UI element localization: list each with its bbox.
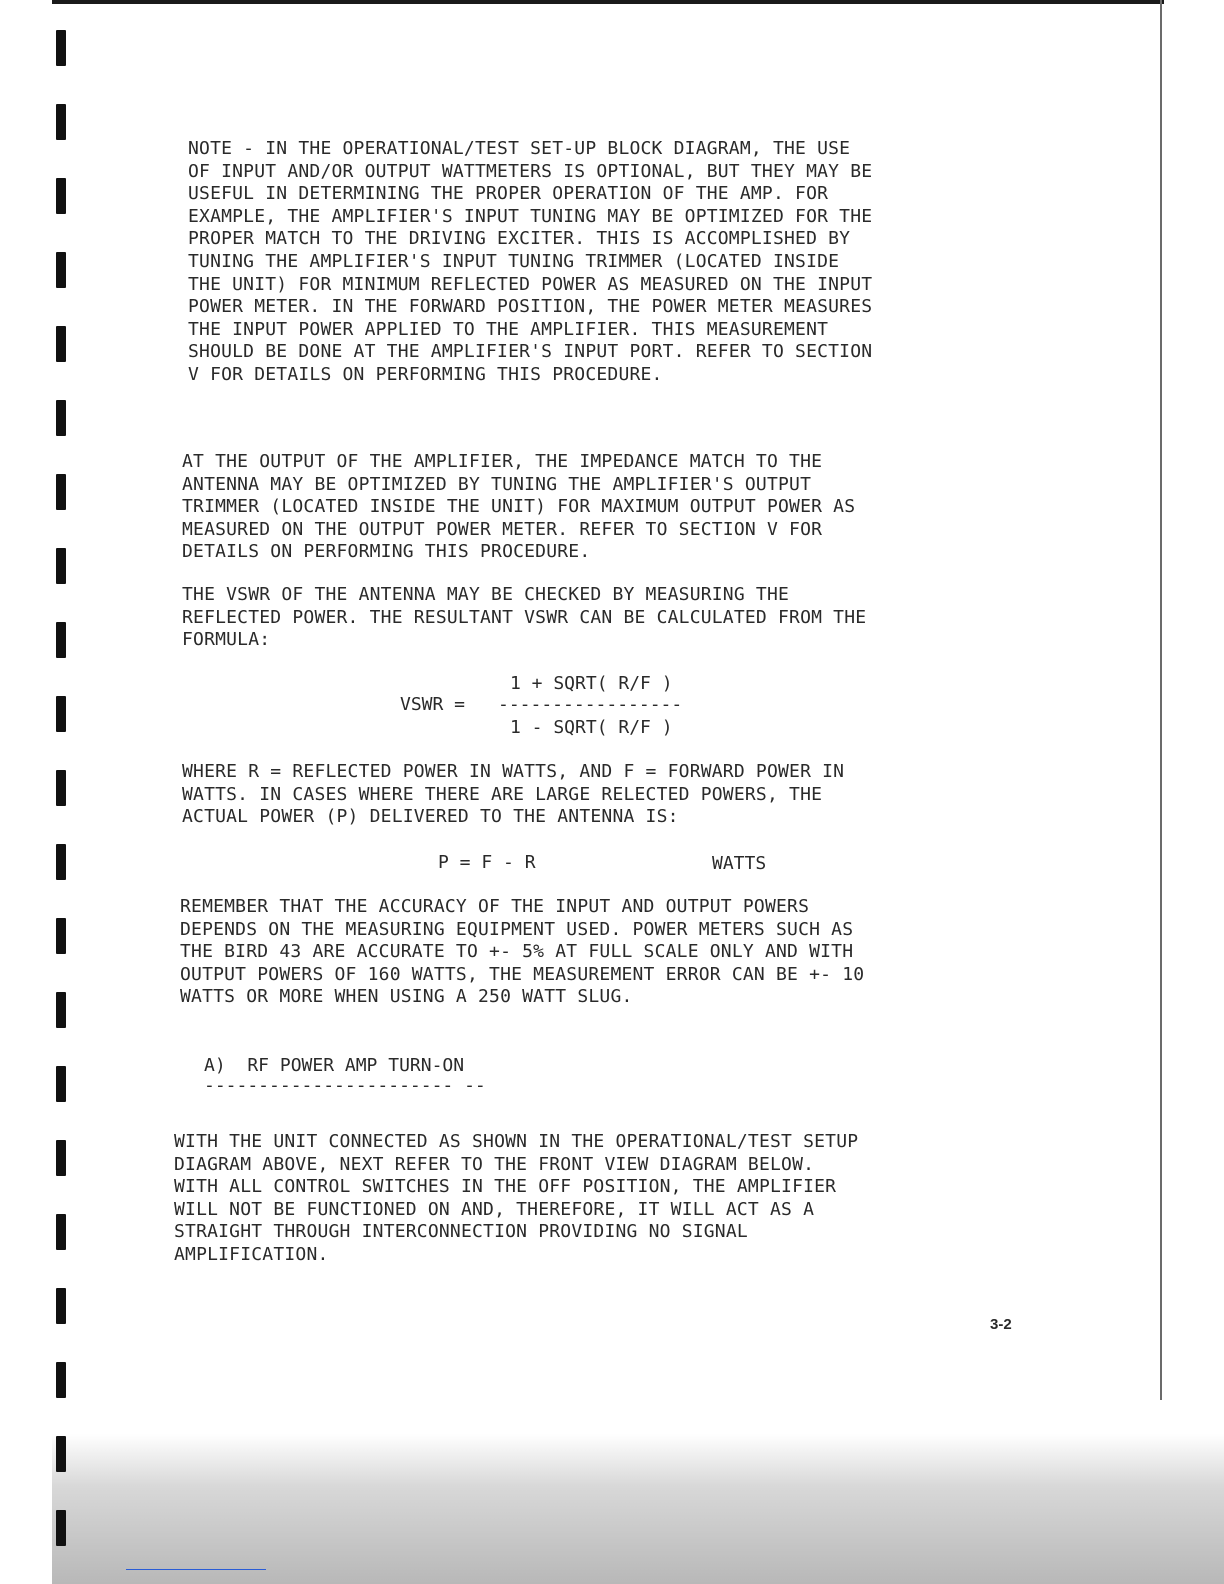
binding-hole	[56, 1436, 66, 1472]
turn-on-paragraph: WITH THE UNIT CONNECTED AS SHOWN IN THE OPERATIONAL/TEST SETUP DIAGRAM ABOVE, NEXT REFER TO THE FRONT VIEW DIAGRAM BELOW. WITH ALL CONTROL SWITCHES IN THE OFF POSITION, THE AMPLIFIER WILL NOT BE FUNCTIONED ON AND, THEREFORE, IT WILL ACT AS A STRAIGHT THROUGH INTERCONNECTION PROVIDING NO SIGNAL AMPLIFICATION.	[174, 1131, 859, 1265]
binding-hole	[56, 30, 66, 66]
formula-fraction-bar: -----------------	[498, 694, 683, 715]
page-binding-strip	[0, 0, 52, 1584]
binding-hole	[56, 178, 66, 214]
binding-hole	[56, 1214, 66, 1250]
remember-paragraph: REMEMBER THAT THE ACCURACY OF THE INPUT AND OUTPUT POWERS DEPENDS ON THE MEASURING EQUIPMENT USED. POWER METERS SUCH AS THE BIRD 43 ARE ACCURATE TO +- 5% AT FULL SCALE ONLY AND WITH OUTPUT POWERS OF 160 WATTS, THE MEASUREMENT ERROR CAN BE +- 10 WATTS OR MORE WHEN USING A 250 WATT SLUG.	[180, 896, 865, 1008]
binding-hole	[56, 992, 66, 1028]
binding-hole	[56, 1140, 66, 1176]
formula-denominator: 1 - SQRT( R/F )	[510, 717, 673, 738]
binding-hole	[56, 104, 66, 140]
top-edge-rule	[52, 0, 1164, 4]
binding-hole	[56, 400, 66, 436]
formula-numerator: 1 + SQRT( R/F )	[510, 673, 673, 694]
binding-hole	[56, 844, 66, 880]
formula-lhs: VSWR =	[400, 694, 466, 715]
binding-hole	[56, 1510, 66, 1546]
binding-hole	[56, 1288, 66, 1324]
power-equation-unit: WATTS	[712, 853, 767, 874]
output-paragraph: AT THE OUTPUT OF THE AMPLIFIER, THE IMPEDANCE MATCH TO THE ANTENNA MAY BE OPTIMIZED BY TUNING THE AMPLIFIER'S OUTPUT TRIMMER (LOCATED INSIDE THE UNIT) FOR MAXIMUM OUTPUT POWER AS MEASURED ON THE OUTPUT POWER METER. REFER TO SECTION V FOR DETAILS ON PERFORMING THIS PROCEDURE.	[182, 451, 856, 563]
power-equation-expr: P = F - R	[438, 852, 536, 873]
binding-hole	[56, 696, 66, 732]
binding-hole	[56, 326, 66, 362]
bottom-shadow	[52, 1434, 1224, 1584]
section-heading-underline: ----------------------- --	[204, 1075, 486, 1096]
binding-hole	[56, 474, 66, 510]
binding-hole	[56, 1362, 66, 1398]
binding-hole	[56, 918, 66, 954]
page-number: 3-2	[990, 1316, 1012, 1333]
section-heading-text: A) RF POWER AMP TURN-ON	[204, 1055, 465, 1076]
binding-hole	[56, 252, 66, 288]
page-right-edge	[1160, 0, 1162, 1400]
binding-hole	[56, 1066, 66, 1102]
vswr-intro-paragraph: THE VSWR OF THE ANTENNA MAY BE CHECKED BY MEASURING THE REFLECTED POWER. THE RESULTANT VSWR CAN BE CALCULATED FROM THE FORMULA:	[182, 584, 867, 651]
where-paragraph: WHERE R = REFLECTED POWER IN WATTS, AND F = FORWARD POWER IN WATTS. IN CASES WHERE THERE ARE LARGE RELECTED POWERS, THE ACTUAL POWER (P) DELIVERED TO THE ANTENNA IS:	[182, 761, 845, 828]
binding-hole	[56, 622, 66, 658]
note-paragraph: NOTE - IN THE OPERATIONAL/TEST SET-UP BLOCK DIAGRAM, THE USE OF INPUT AND/OR OUTPUT WATTMETERS IS OPTIONAL, BUT THEY MAY BE USEFUL IN DETERMINING THE PROPER OPERATION OF THE AMP. FOR EXAMPLE, THE AMPLIFIER'S INPUT TUNING MAY BE OPTIMIZED FOR THE PROPER MATCH TO THE DRIVING EXCITER. THIS IS ACCOMPLISHED BY TUNING THE AMPLIFIER'S INPUT TUNING TRIMMER (LOCATED INSIDE THE UNIT) FOR MINIMUM REFLECTED POWER AS MEASURED ON THE INPUT POWER METER. IN THE FORWARD POSITION, THE POWER METER MEASURES THE INPUT POWER APPLIED TO THE AMPLIFIER. THIS MEASUREMENT SHOULD BE DONE AT THE AMPLIFIER'S INPUT PORT. REFER TO SECTION V FOR DETAILS ON PERFORMING THIS PROCEDURE.	[188, 138, 873, 385]
binding-hole	[56, 548, 66, 584]
binding-hole	[56, 770, 66, 806]
scan-artifact-line	[126, 1569, 266, 1570]
